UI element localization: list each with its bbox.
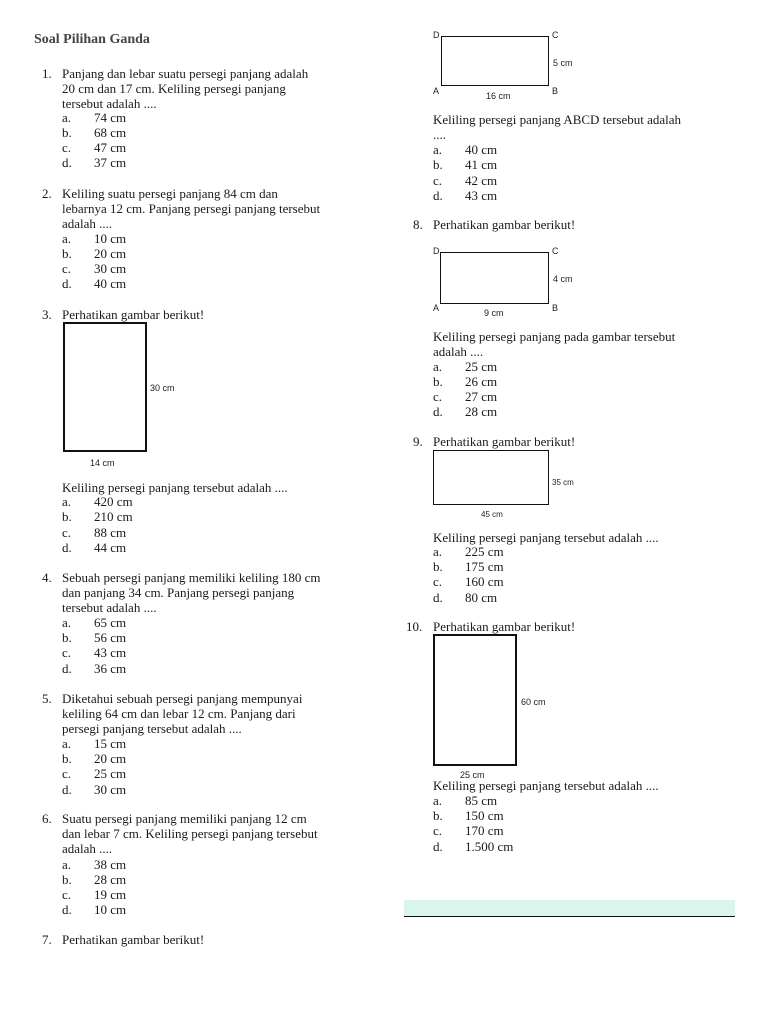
option-value: 175 cm [465,559,504,574]
option-value: 20 cm [94,751,127,766]
option-value: 88 cm [94,525,127,540]
option-value: 28 cm [465,404,498,419]
option-letter: d. [62,540,72,555]
q3-prompt: Perhatikan gambar berikut! [62,307,205,322]
q8-line-1: Keliling persegi panjang pada gambar tersebut [433,329,676,344]
option-value: 43 cm [465,188,498,203]
q2-line-2: lebarnya 12 cm. Panjang persegi panjang tersebut [62,201,321,216]
q3-rectangle-figure [63,322,147,452]
option-value: 25 cm [465,359,498,374]
q10-number: 10. [406,619,423,634]
q4-line-3: tersebut adalah .... [62,600,157,615]
option-value: 150 cm [465,808,504,823]
q8-height-label: 4 cm [553,274,573,284]
q2-line-1: Keliling suatu persegi panjang 84 cm dan [62,186,278,201]
option-letter: c. [433,823,443,838]
option-letter: d. [62,155,72,170]
q9-question: Keliling persegi panjang tersebut adalah .... [433,530,659,545]
option-letter: b. [62,125,72,140]
option-value: 225 cm [465,544,504,559]
q9-rectangle-figure [433,450,549,505]
option-value: 25 cm [94,766,127,781]
option-letter: a. [62,231,72,246]
q5-line-3: persegi panjang tersebut adalah .... [62,721,242,736]
q3-width-label: 14 cm [90,458,115,468]
q4-line-2: dan panjang 34 cm. Panjang persegi panjang [62,585,295,600]
q3-question: Keliling persegi panjang tersebut adalah .... [62,480,288,495]
q9-width-label: 45 cm [481,510,503,519]
option-letter: b. [62,872,72,887]
option-letter: d. [62,782,72,797]
q10-question: Keliling persegi panjang tersebut adalah .... [433,778,659,793]
q8-vertex-a: A [433,303,440,313]
option-letter: c. [433,574,443,589]
q9-height-label: 35 cm [552,478,574,487]
q7-prompt: Perhatikan gambar berikut! [62,932,205,947]
option-letter: d. [62,661,72,676]
q10-prompt: Perhatikan gambar berikut! [433,619,576,634]
option-letter: c. [62,766,72,781]
option-value: 28 cm [94,872,127,887]
option-letter: a. [62,736,72,751]
option-letter: a. [62,615,72,630]
option-value: 42 cm [465,173,498,188]
option-letter: b. [62,751,72,766]
q4-line-1: Sebuah persegi panjang memiliki keliling 180 cm [62,570,321,585]
option-value: 43 cm [94,645,127,660]
option-letter: b. [433,374,443,389]
option-letter: c. [62,525,72,540]
option-letter: a. [62,110,72,125]
option-letter: b. [62,246,72,261]
q7-vertex-b: B [552,86,559,96]
option-value: 40 cm [465,142,498,157]
option-letter: d. [433,590,443,605]
option-value: 36 cm [94,661,127,676]
q10-rectangle-figure [433,634,517,766]
q1-number: 1. [42,66,52,81]
q8-rectangle-figure [440,252,549,304]
option-letter: b. [62,630,72,645]
option-letter: b. [62,509,72,524]
q7-number: 7. [42,932,52,947]
option-value: 10 cm [94,231,127,246]
q7-vertex-d: D [433,30,440,40]
option-letter: d. [433,404,443,419]
option-letter: b. [433,808,443,823]
q6-number: 6. [42,811,52,826]
option-value: 44 cm [94,540,127,555]
option-value: 80 cm [465,590,498,605]
option-letter: c. [62,887,72,902]
option-letter: c. [433,173,443,188]
option-value: 85 cm [465,793,498,808]
option-letter: b. [433,559,443,574]
option-letter: a. [433,359,443,374]
option-value: 38 cm [94,857,127,872]
q5-line-2: keliling 64 cm dan lebar 12 cm. Panjang dari [62,706,296,721]
option-letter: a. [433,544,443,559]
q6-line-3: adalah .... [62,841,113,856]
q7-line-1: Keliling persegi panjang ABCD tersebut adalah [433,112,682,127]
q8-vertex-b: B [552,303,559,313]
option-letter: c. [62,261,72,276]
option-letter: d. [433,188,443,203]
option-value: 1.500 cm [465,839,514,854]
option-value: 47 cm [94,140,127,155]
q10-height-label: 60 cm [521,697,546,707]
option-value: 15 cm [94,736,127,751]
q5-number: 5. [42,691,52,706]
q3-height-label: 30 cm [150,383,175,393]
option-value: 19 cm [94,887,127,902]
q8-vertex-d: D [433,246,440,256]
option-value: 160 cm [465,574,504,589]
option-value: 68 cm [94,125,127,140]
option-letter: c. [62,140,72,155]
q7-vertex-a: A [433,86,440,96]
option-letter: a. [62,494,72,509]
q8-line-2: adalah .... [433,344,484,359]
q8-vertex-c: C [552,246,559,256]
option-value: 27 cm [465,389,498,404]
option-value: 41 cm [465,157,498,172]
q4-number: 4. [42,570,52,585]
option-letter: d. [433,839,443,854]
option-value: 74 cm [94,110,127,125]
option-value: 10 cm [94,902,127,917]
page-title: Soal Pilihan Ganda [34,32,150,47]
q8-width-label: 9 cm [484,308,504,318]
option-letter: b. [433,157,443,172]
q1-line-3: tersebut adalah .... [62,96,157,111]
q2-line-3: adalah .... [62,216,113,231]
q5-line-1: Diketahui sebuah persegi panjang mempunyai [62,691,303,706]
option-value: 56 cm [94,630,127,645]
q2-number: 2. [42,186,52,201]
footer-highlight-bar [404,900,735,917]
option-value: 30 cm [94,261,127,276]
q8-number: 8. [413,217,423,232]
q7-vertex-c: C [552,30,559,40]
q7-width-label: 16 cm [486,91,511,101]
q6-line-1: Suatu persegi panjang memiliki panjang 12 cm [62,811,307,826]
option-value: 210 cm [94,509,133,524]
q9-prompt: Perhatikan gambar berikut! [433,434,576,449]
q7-rectangle-figure [441,36,549,86]
q10-width-label: 25 cm [460,770,485,780]
option-letter: c. [433,389,443,404]
q7-height-label: 5 cm [553,58,573,68]
q7-line-2: .... [433,127,446,142]
option-letter: a. [433,142,443,157]
option-value: 20 cm [94,246,127,261]
q1-line-2: 20 cm dan 17 cm. Keliling persegi panjang [62,81,286,96]
q9-number: 9. [413,434,423,449]
option-value: 420 cm [94,494,133,509]
option-letter: a. [433,793,443,808]
option-letter: a. [62,857,72,872]
option-value: 26 cm [465,374,498,389]
option-letter: c. [62,645,72,660]
q1-line-1: Panjang dan lebar suatu persegi panjang adalah [62,66,309,81]
option-letter: d. [62,276,72,291]
option-letter: d. [62,902,72,917]
q3-number: 3. [42,307,52,322]
option-value: 40 cm [94,276,127,291]
option-value: 30 cm [94,782,127,797]
option-value: 37 cm [94,155,127,170]
option-value: 65 cm [94,615,127,630]
option-value: 170 cm [465,823,504,838]
q6-line-2: dan lebar 7 cm. Keliling persegi panjang tersebut [62,826,318,841]
q8-prompt: Perhatikan gambar berikut! [433,217,576,232]
